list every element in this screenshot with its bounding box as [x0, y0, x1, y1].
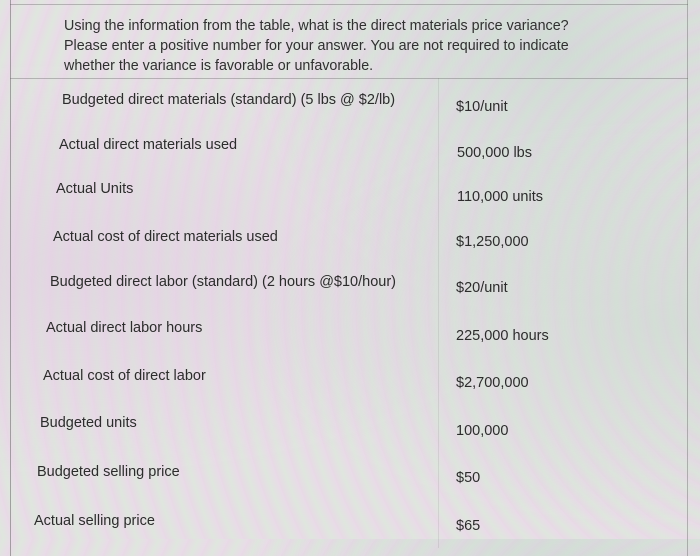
row-value: $2,700,000 — [456, 375, 529, 391]
row-value: 110,000 units — [457, 189, 543, 205]
column-divider — [438, 78, 439, 548]
row-value: 100,000 — [456, 423, 509, 439]
question-line-1: Using the information from the table, what is the direct materials price variance? — [64, 18, 569, 34]
question-line-3: whether the variance is favorable or unfavorable. — [64, 58, 374, 74]
row-value: 225,000 hours — [456, 328, 549, 344]
row-label: Actual direct labor hours — [46, 320, 203, 336]
question-text — [64, 16, 584, 76]
row-value: $20/unit — [456, 280, 508, 296]
row-label: Actual selling price — [34, 513, 155, 529]
row-value: $1,250,000 — [456, 234, 529, 250]
row-value: $65 — [456, 518, 481, 534]
row-label: Actual cost of direct labor — [43, 368, 206, 384]
row-value: $50 — [456, 470, 481, 486]
row-label: Budgeted direct labor (standard) (2 hours @$10/hour) — [50, 274, 396, 290]
question-line-2: Please enter a positive number for your answer. You are not required to indicate — [64, 38, 569, 54]
row-label: Budgeted selling price — [37, 464, 180, 480]
row-label: Actual Units — [56, 181, 134, 197]
row-label: Budgeted units — [40, 415, 137, 431]
row-label: Actual cost of direct materials used — [53, 229, 278, 245]
question-divider — [10, 78, 688, 79]
row-label: Actual direct materials used — [59, 137, 238, 153]
row-label: Budgeted direct materials (standard) (5 lbs @ $2/lb) — [62, 92, 396, 108]
row-value: 500,000 lbs — [457, 145, 532, 161]
row-value: $10/unit — [456, 99, 508, 115]
top-divider — [10, 4, 688, 5]
